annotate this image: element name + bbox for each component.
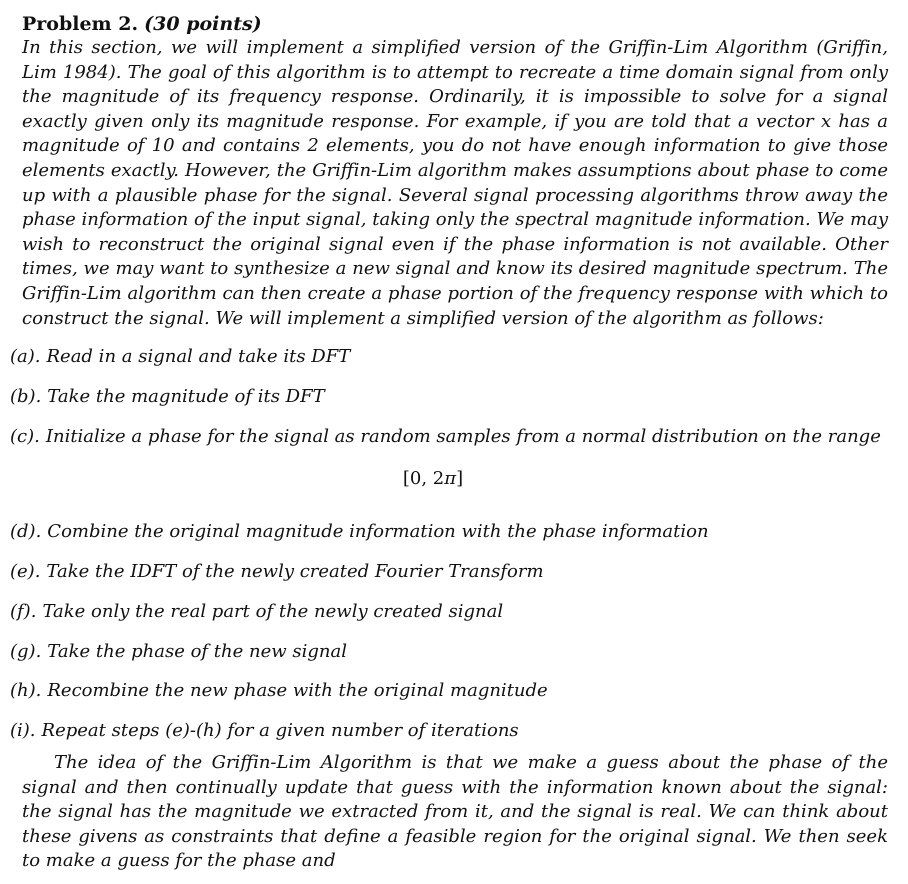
step-text: Initialize a phase for the signal as random samples from a normal distribution on the range xyxy=(45,426,881,447)
step-text: Take the IDFT of the newly created Fourier Transform xyxy=(46,561,544,582)
range-close: ] xyxy=(456,468,464,489)
closing-section xyxy=(22,751,888,874)
step-tag: (e). xyxy=(10,561,41,582)
problem-points: (30 points) xyxy=(144,13,262,35)
step-text: Take only the real part of the newly created signal xyxy=(42,601,504,622)
step-e xyxy=(10,560,544,584)
step-d xyxy=(10,520,709,544)
step-g xyxy=(10,640,347,664)
step-h xyxy=(10,679,548,703)
step-a xyxy=(10,345,350,369)
step-c xyxy=(10,425,881,449)
step-text: Combine the original magnitude information with the phase information xyxy=(47,521,709,542)
problem-label: Problem 2. xyxy=(22,13,139,35)
range-pi: π xyxy=(444,468,457,489)
step-text: Repeat steps (e)-(h) for a given number of iterations xyxy=(41,720,519,741)
closing-paragraph: The idea of the Griffin-Lim Algorithm is that we make a guess about the phase of the signal and then continually update that guess with the information known about the signal: the signal has the magnitude we extracted from it, and the signal is real. We can think about these givens as constraints that define a feasible region for the original signal. We then seek to make a guess for the phase and xyxy=(22,752,888,872)
step-text: Recombine the new phase with the original magnitude xyxy=(47,680,548,701)
range-open: [0, 2 xyxy=(402,468,445,489)
step-tag: (g). xyxy=(10,641,42,662)
step-i xyxy=(10,719,519,743)
step-text: Take the phase of the new signal xyxy=(47,641,347,662)
step-f xyxy=(10,600,503,624)
phase-range-formula xyxy=(0,467,866,491)
step-tag: (c). xyxy=(10,426,40,447)
intro-paragraph: In this section, we will implement a simplified version of the Griffin-Lim Algorithm (Griffin, Lim 1984). The goal of this algorithm is to attempt to recreate a time domain signal from only the magnitude of its frequency response. Ordinarily, it is impossible to solve for a signal exactly given only its magnitude response. For example, if you are told that a vector x has a magnitude of 10 and contains 2 elements, you do not have enough information to give those elements exactly. However, the Griffin-Lim algorithm makes assumptions about phase to come up with a plausible phase for the signal. Several signal processing algorithms throw away the phase information of the input signal, taking only the spectral magnitude information. We may wish to reconstruct the original signal even if the phase information is not available. Other times, we may want to synthesize a new signal and know its desired magnitude spectrum. The Griffin-Lim algorithm can then create a phase portion of the frequency response with which to construct the signal. We will implement a simplified version of the algorithm as follows: xyxy=(22,37,888,329)
step-tag: (i). xyxy=(10,720,36,741)
step-tag: (h). xyxy=(10,680,42,701)
step-tag: (d). xyxy=(10,521,42,542)
step-tag: (a). xyxy=(10,346,41,367)
step-text: Read in a signal and take its DFT xyxy=(46,346,351,367)
step-tag: (b). xyxy=(10,386,42,407)
problem-heading xyxy=(22,12,888,36)
step-b xyxy=(10,385,325,409)
step-text: Take the magnitude of its DFT xyxy=(47,386,325,407)
step-tag: (f). xyxy=(10,601,37,622)
document-page xyxy=(22,12,888,331)
